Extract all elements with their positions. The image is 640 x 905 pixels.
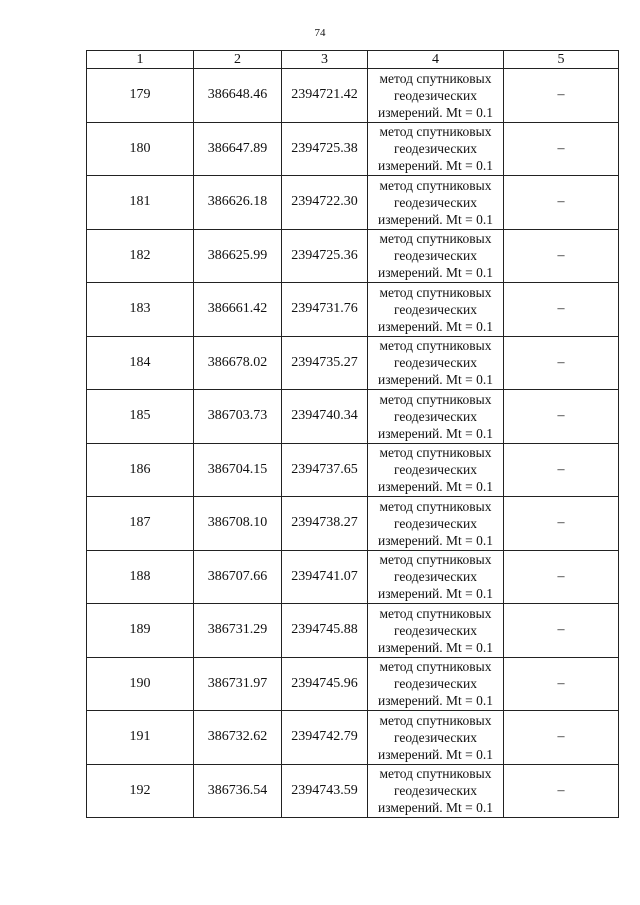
table-row [87, 711, 619, 765]
column-header-5: 5 [504, 51, 619, 69]
note-cell: – [504, 657, 619, 711]
point-number-cell: 192 [87, 764, 194, 818]
point-number-cell: 189 [87, 604, 194, 658]
point-number-cell: 188 [87, 550, 194, 604]
note-cell: – [504, 711, 619, 765]
method-line: метод спутниковых [379, 552, 492, 568]
column-header-2: 2 [194, 51, 282, 69]
method-line: геодезических [394, 355, 477, 371]
point-number-cell: 190 [87, 657, 194, 711]
point-number-cell: 182 [87, 229, 194, 283]
method-line: измерений. Mt = 0.1 [377, 693, 494, 709]
point-number-cell: 181 [87, 176, 194, 230]
y-coordinate-cell: 2394738.27 [282, 497, 368, 551]
method-cell [368, 390, 504, 444]
y-coordinate-cell: 2394735.27 [282, 336, 368, 390]
table-row [87, 176, 619, 230]
table-row [87, 69, 619, 123]
method-line: геодезических [394, 408, 477, 424]
method-line: измерений. Mt = 0.1 [377, 532, 494, 548]
method-line: измерений. Mt = 0.1 [377, 104, 494, 120]
x-coordinate-cell: 386708.10 [194, 497, 282, 551]
y-coordinate-cell: 2394725.38 [282, 122, 368, 176]
method-line: метод спутниковых [379, 231, 492, 247]
method-line: геодезических [394, 676, 477, 692]
method-cell [368, 657, 504, 711]
y-coordinate-cell: 2394743.59 [282, 764, 368, 818]
y-coordinate-cell: 2394722.30 [282, 176, 368, 230]
method-line: метод спутниковых [379, 605, 492, 621]
method-cell [368, 550, 504, 604]
method-cell [368, 497, 504, 551]
method-line: метод спутниковых [379, 177, 492, 193]
y-coordinate-cell: 2394737.65 [282, 443, 368, 497]
table-header-row [87, 51, 619, 69]
method-line: метод спутниковых [379, 284, 492, 300]
note-cell: – [504, 229, 619, 283]
coordinates-table [86, 50, 619, 818]
x-coordinate-cell: 386626.18 [194, 176, 282, 230]
method-line: измерений. Mt = 0.1 [377, 372, 494, 388]
method-line: метод спутниковых [379, 124, 492, 140]
point-number-cell: 185 [87, 390, 194, 444]
method-line: геодезических [394, 462, 477, 478]
table-row [87, 657, 619, 711]
method-line: измерений. Mt = 0.1 [377, 639, 494, 655]
table-row [87, 443, 619, 497]
method-line: геодезических [394, 141, 477, 157]
method-line: геодезических [394, 622, 477, 638]
y-coordinate-cell: 2394731.76 [282, 283, 368, 337]
x-coordinate-cell: 386732.62 [194, 711, 282, 765]
method-line: метод спутниковых [379, 712, 492, 728]
method-cell [368, 711, 504, 765]
table-row [87, 336, 619, 390]
method-line: измерений. Mt = 0.1 [377, 586, 494, 602]
column-header-3: 3 [282, 51, 368, 69]
point-number-cell: 184 [87, 336, 194, 390]
note-cell: – [504, 69, 619, 123]
y-coordinate-cell: 2394745.96 [282, 657, 368, 711]
x-coordinate-cell: 386647.89 [194, 122, 282, 176]
method-cell [368, 229, 504, 283]
method-cell [368, 69, 504, 123]
method-line: измерений. Mt = 0.1 [377, 318, 494, 334]
note-cell: – [504, 176, 619, 230]
method-line: геодезических [394, 569, 477, 585]
method-line: измерений. Mt = 0.1 [377, 158, 494, 174]
page-number: 74 [314, 27, 326, 39]
method-cell [368, 122, 504, 176]
y-coordinate-cell: 2394740.34 [282, 390, 368, 444]
y-coordinate-cell: 2394745.88 [282, 604, 368, 658]
table-row [87, 604, 619, 658]
point-number-cell: 186 [87, 443, 194, 497]
column-header-4: 4 [368, 51, 504, 69]
method-line: измерений. Mt = 0.1 [377, 479, 494, 495]
y-coordinate-cell: 2394742.79 [282, 711, 368, 765]
column-header-1: 1 [87, 51, 194, 69]
y-coordinate-cell: 2394725.36 [282, 229, 368, 283]
method-line: геодезических [394, 248, 477, 264]
method-line: метод спутниковых [379, 338, 492, 354]
method-line: геодезических [394, 301, 477, 317]
point-number-cell: 191 [87, 711, 194, 765]
method-line: метод спутниковых [379, 766, 492, 782]
table-row [87, 550, 619, 604]
note-cell: – [504, 443, 619, 497]
method-line: метод спутниковых [379, 70, 492, 86]
method-line: измерений. Mt = 0.1 [377, 265, 494, 281]
x-coordinate-cell: 386678.02 [194, 336, 282, 390]
point-number-cell: 183 [87, 283, 194, 337]
x-coordinate-cell: 386731.97 [194, 657, 282, 711]
method-line: геодезических [394, 87, 477, 103]
note-cell: – [504, 764, 619, 818]
method-line: измерений. Mt = 0.1 [377, 800, 494, 816]
method-line: метод спутниковых [379, 391, 492, 407]
x-coordinate-cell: 386661.42 [194, 283, 282, 337]
table-row [87, 229, 619, 283]
method-line: геодезических [394, 729, 477, 745]
x-coordinate-cell: 386731.29 [194, 604, 282, 658]
method-cell [368, 176, 504, 230]
table-row [87, 283, 619, 337]
note-cell: – [504, 336, 619, 390]
table-row [87, 390, 619, 444]
x-coordinate-cell: 386707.66 [194, 550, 282, 604]
method-line: метод спутниковых [379, 445, 492, 461]
method-cell [368, 764, 504, 818]
x-coordinate-cell: 386736.54 [194, 764, 282, 818]
method-cell [368, 283, 504, 337]
method-line: измерений. Mt = 0.1 [377, 746, 494, 762]
x-coordinate-cell: 386703.73 [194, 390, 282, 444]
method-line: геодезических [394, 783, 477, 799]
table-row [87, 497, 619, 551]
point-number-cell: 180 [87, 122, 194, 176]
note-cell: – [504, 390, 619, 444]
x-coordinate-cell: 386625.99 [194, 229, 282, 283]
method-cell [368, 604, 504, 658]
note-cell: – [504, 604, 619, 658]
method-line: геодезических [394, 515, 477, 531]
table-row [87, 122, 619, 176]
method-line: метод спутниковых [379, 498, 492, 514]
point-number-cell: 179 [87, 69, 194, 123]
y-coordinate-cell: 2394721.42 [282, 69, 368, 123]
x-coordinate-cell: 386704.15 [194, 443, 282, 497]
method-cell [368, 336, 504, 390]
table-body [87, 69, 619, 818]
note-cell: – [504, 497, 619, 551]
y-coordinate-cell: 2394741.07 [282, 550, 368, 604]
method-line: геодезических [394, 194, 477, 210]
note-cell: – [504, 122, 619, 176]
point-number-cell: 187 [87, 497, 194, 551]
method-line: метод спутниковых [379, 659, 492, 675]
note-cell: – [504, 283, 619, 337]
method-line: измерений. Mt = 0.1 [377, 211, 494, 227]
method-cell [368, 443, 504, 497]
method-line: измерений. Mt = 0.1 [377, 425, 494, 441]
table-row [87, 764, 619, 818]
note-cell: – [504, 550, 619, 604]
x-coordinate-cell: 386648.46 [194, 69, 282, 123]
